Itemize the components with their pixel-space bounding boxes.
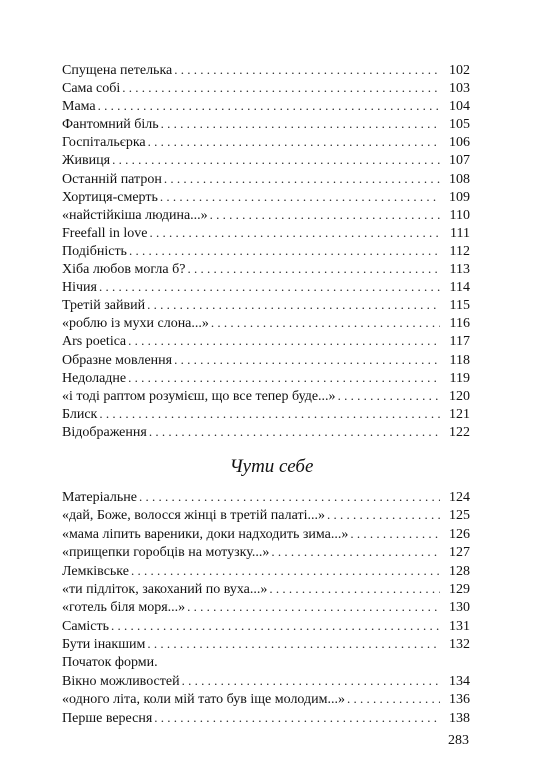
- toc-entry-page: 119: [449, 370, 470, 386]
- toc-entry: [62, 224, 470, 242]
- dot-leader: [98, 97, 440, 115]
- dot-leader: [148, 133, 440, 151]
- toc-entry-title: «готель біля моря...»: [62, 600, 186, 616]
- dot-leader: [271, 543, 440, 561]
- toc-entry-page: 114: [449, 280, 470, 296]
- toc-entry: [62, 278, 470, 296]
- toc-entry-title: Подібність: [62, 243, 127, 259]
- toc-entry: [62, 580, 470, 598]
- toc-entry-title: «дай, Боже, волосся жінці в третій палаті...»: [62, 508, 325, 524]
- toc-entry-page: 138: [449, 710, 470, 726]
- toc-entry-page: 127: [449, 545, 470, 561]
- dot-leader: [147, 296, 440, 314]
- toc-entry-title: Початок форми.: [62, 654, 158, 670]
- toc-entry-title: Ars poetica: [62, 334, 127, 350]
- dot-leader: [269, 580, 440, 598]
- toc-entry: [62, 506, 470, 524]
- toc-entry-title: «роблю із мухи слона...»: [62, 316, 209, 332]
- toc-entry: [62, 598, 470, 616]
- toc-entry-title: Бути інакшим: [62, 637, 146, 653]
- toc-list-part2: [62, 488, 470, 727]
- toc-entry: [62, 170, 470, 188]
- toc-entry-page: 118: [449, 352, 470, 368]
- toc-entry-page: 102: [449, 63, 470, 78]
- toc-entry-title: Freefall in love: [62, 225, 148, 241]
- toc-entry-page: 121: [449, 406, 470, 422]
- dot-leader: [211, 314, 440, 332]
- toc-entry-title: Відображення: [62, 424, 147, 440]
- toc-entry-title: «мама ліпить вареники, доки надходить зима...»: [62, 526, 349, 542]
- dot-leader: [174, 351, 440, 369]
- toc-entry-page: 106: [449, 135, 470, 151]
- toc-entry-title: Блиск: [62, 406, 98, 422]
- dot-leader: [99, 405, 440, 423]
- toc-entry-page: 105: [449, 117, 470, 133]
- dot-leader: [122, 79, 440, 97]
- dot-leader: [131, 562, 440, 580]
- dot-leader: [99, 278, 440, 296]
- toc-entry-title: Останній патрон: [62, 171, 162, 187]
- toc-entry-page: 124: [449, 490, 470, 505]
- toc-entry: [62, 654, 470, 672]
- toc-entry: [62, 690, 470, 708]
- toc-entry-title: Третій зайвий: [62, 298, 146, 314]
- section-title: Чути себе: [229, 456, 314, 477]
- dot-leader: [350, 525, 440, 543]
- toc-entry: [62, 206, 470, 224]
- toc-entry-title: Перше вересня: [62, 710, 153, 726]
- toc-entry-page: 108: [449, 171, 470, 187]
- toc-entry-page: 104: [449, 99, 470, 115]
- toc-entry-page: 116: [449, 316, 470, 332]
- dot-leader: [347, 690, 440, 708]
- toc-entry-page: 115: [449, 298, 470, 314]
- dot-leader: [129, 242, 440, 260]
- toc-entry-title: Спущена петелька: [62, 63, 173, 78]
- toc-entry-page: 112: [449, 243, 470, 259]
- dot-leader: [187, 598, 440, 616]
- toc-entry-page: 134: [449, 673, 470, 689]
- toc-entry-title: «ти підліток, закоханий по вуха...»: [62, 581, 268, 597]
- toc-entry: [62, 387, 470, 405]
- toc-entry-page: 136: [449, 692, 470, 708]
- dot-leader: [187, 260, 440, 278]
- toc-entry: [62, 61, 470, 79]
- toc-entry: [62, 242, 470, 260]
- toc-entry-page: 107: [449, 153, 470, 169]
- toc-entry-title: Вікно можливостей: [62, 673, 180, 689]
- toc-entry-page: 117: [449, 334, 470, 350]
- toc-entry: [62, 635, 470, 653]
- toc-entry: [62, 115, 470, 133]
- toc-list-part1: [62, 61, 470, 441]
- toc-entry-page: 109: [449, 189, 470, 205]
- toc-entry: [62, 488, 470, 506]
- toc-entry-title: Фантомний біль: [62, 117, 159, 133]
- toc-entry-page: 110: [449, 207, 470, 223]
- toc-entry-page: 122: [449, 424, 470, 440]
- toc-entry-title: Нічия: [62, 280, 97, 296]
- dot-leader: [111, 617, 440, 635]
- dot-leader: [210, 206, 440, 224]
- toc-entry: [62, 351, 470, 369]
- toc-entry-title: Матеріальне: [62, 490, 137, 505]
- toc-entry-title: Сама собі: [62, 81, 121, 97]
- toc-entry: [62, 405, 470, 423]
- dot-leader: [149, 423, 440, 441]
- toc-entry: [62, 423, 470, 441]
- toc-entry: [62, 133, 470, 151]
- dot-leader: [338, 387, 440, 405]
- dot-leader: [147, 635, 440, 653]
- toc-entry: [62, 79, 470, 97]
- toc-entry: [62, 314, 470, 332]
- dot-leader: [161, 115, 440, 133]
- toc-entry-page: 131: [449, 618, 470, 634]
- toc-entry-title: Хортиця-смерть: [62, 189, 158, 205]
- dot-leader: [160, 188, 440, 206]
- page-number: 283: [448, 733, 469, 748]
- dot-leader: [128, 369, 440, 387]
- dot-leader: [128, 332, 440, 350]
- toc-entry: [62, 151, 470, 169]
- toc-entry: [62, 369, 470, 387]
- toc-entry-title: «одного літа, коли мій тато був іще молодим...»: [62, 692, 346, 708]
- dot-leader: [154, 709, 440, 727]
- toc-entry-page: 103: [449, 81, 470, 97]
- toc-entry: [62, 296, 470, 314]
- toc-entry-title: «найстійкіша людина...»: [62, 207, 208, 223]
- toc-entry-title: Госпітальєрка: [62, 135, 146, 151]
- dot-leader: [139, 488, 440, 506]
- toc-entry-title: Лемківське: [62, 563, 129, 579]
- toc-entry: [62, 97, 470, 115]
- toc-entry: [62, 672, 470, 690]
- toc-entry: [62, 188, 470, 206]
- dot-leader: [150, 224, 440, 242]
- toc-entry-page: 132: [449, 637, 470, 653]
- toc-entry-title: Живиця: [62, 153, 111, 169]
- toc-entry-page: 126: [449, 526, 470, 542]
- toc-entry-title: Мама: [62, 99, 96, 115]
- toc-entry-page: 128: [449, 563, 470, 579]
- toc-entry-title: «і тоді раптом розумієш, що все тепер буде...»: [62, 388, 336, 404]
- toc-entry: [62, 617, 470, 635]
- toc-entry-title: «прищепки горобців на мотузку...»: [62, 545, 270, 561]
- toc-entry-page: 120: [449, 388, 470, 404]
- toc-entry: [62, 260, 470, 278]
- dot-leader: [112, 151, 440, 169]
- dot-leader: [182, 672, 440, 690]
- toc-entry-title: Образне мовлення: [62, 352, 173, 368]
- dot-leader: [164, 170, 440, 188]
- toc-entry-page: 113: [449, 262, 470, 278]
- toc-entry: [62, 543, 470, 561]
- toc-entry: [62, 562, 470, 580]
- toc-entry-title: Хіба любов могла б?: [62, 262, 186, 278]
- toc-entry-page: 111: [450, 225, 470, 241]
- toc-entry: [62, 709, 470, 727]
- toc-entry-title: Самість: [62, 618, 110, 634]
- toc-entry-page: 125: [449, 508, 470, 524]
- toc-entry: [62, 332, 470, 350]
- toc-entry-title: Недоладне: [62, 370, 127, 386]
- toc-entry: [62, 525, 470, 543]
- toc-entry-page: 130: [449, 600, 470, 616]
- toc-entry-page: 129: [449, 581, 470, 597]
- dot-leader: [174, 61, 440, 79]
- dot-leader: [327, 506, 440, 524]
